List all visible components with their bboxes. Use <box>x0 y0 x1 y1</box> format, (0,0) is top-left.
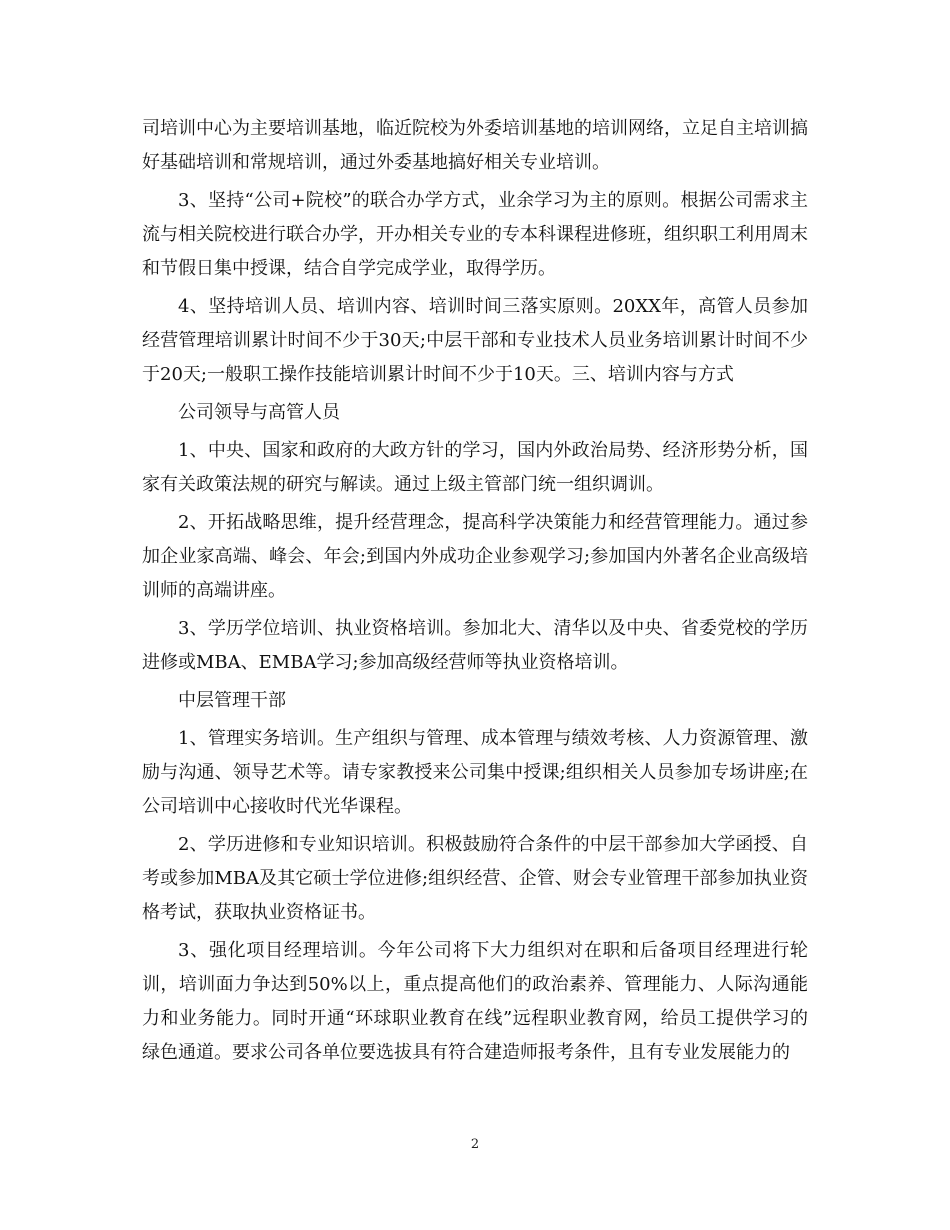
paragraph-1: 司培训中心为主要培训基地，临近院校为外委培训基地的培训网络，立足自主培训搞好基础培训和常规培训，通过外委基地搞好相关专业培训。 <box>142 118 808 173</box>
section-heading-middle-management: 中层管理干部 <box>178 690 286 711</box>
document-body <box>142 112 808 1074</box>
paragraph-9: 3、强化项目经理培训。今年公司将下大力组织对在职和后备项目经理进行轮训，培训面力争达到50%以上，重点提高他们的政治素养、管理能力、人际沟通能力和业务能力。同时开通“环球职业教育在线”远程职业教育网，给员工提供学习的绿色通道。要求公司各单位要选拔具有符合建造师报考条件，且有专业发展能力的 <box>142 940 808 1063</box>
paragraph-6: 3、学历学位培训、执业资格培训。参加北大、清华以及中央、省委党校的学历进修或MBA、EMBA学习;参加高级经营师等执业资格培训。 <box>142 618 808 673</box>
section-heading-leadership: 公司领导与高管人员 <box>178 402 340 423</box>
paragraph-5: 2、开拓战略思维，提升经营理念，提高科学决策能力和经营管理能力。通过参加企业家高端、峰会、年会;到国内外成功企业参观学习;参加国内外著名企业高级培训师的高端讲座。 <box>142 512 808 601</box>
paragraph-7: 1、管理实务培训。生产组织与管理、成本管理与绩效考核、人力资源管理、激励与沟通、领导艺术等。请专家教授来公司集中授课;组织相关人员参加专场讲座;在公司培训中心接收时代光华课程。 <box>142 728 808 817</box>
paragraph-3: 4、坚持培训人员、培训内容、培训时间三落实原则。20XX年，高管人员参加经营管理培训累计时间不少于30天;中层干部和专业技术人员业务培训累计时间不少于20天;一般职工操作技能培训累计时间不少于10天。三、培训内容与方式 <box>142 296 808 385</box>
paragraph-8: 2、学历进修和专业知识培训。积极鼓励符合条件的中层干部参加大学函授、自考或参加MBA及其它硕士学位进修;组织经营、企管、财会专业管理干部参加执业资格考试，获取执业资格证书。 <box>142 834 808 923</box>
page-number: 2 <box>470 1137 480 1152</box>
paragraph-4: 1、中央、国家和政府的大政方针的学习，国内外政治局势、经济形势分析，国家有关政策法规的研究与解读。通过上级主管部门统一组织调训。 <box>142 440 808 495</box>
paragraph-2: 3、坚持“公司+院校”的联合办学方式，业余学习为主的原则。根据公司需求主流与相关院校进行联合办学，开办相关专业的专本科课程进修班，组织职工利用周末和节假日集中授课，结合自学完成学业，取得学历。 <box>142 190 808 279</box>
